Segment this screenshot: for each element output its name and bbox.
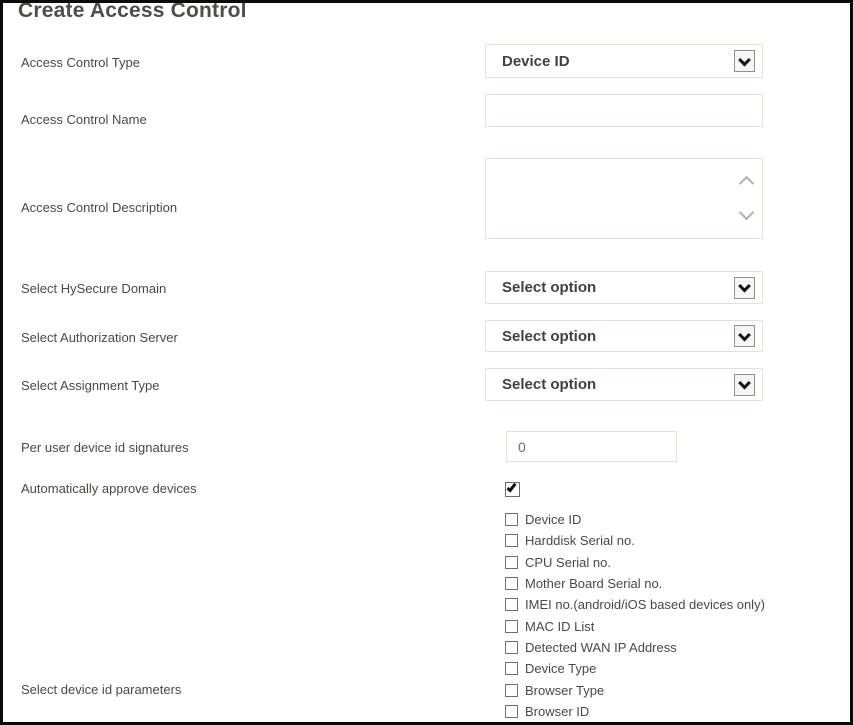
- hysecure-domain-select[interactable]: [485, 271, 763, 304]
- device-param-checkbox[interactable]: [505, 598, 518, 611]
- device-param-label: MAC ID List: [525, 618, 595, 634]
- assignment-type-selected-value: Select option: [502, 376, 597, 393]
- dropdown-arrow-button[interactable]: [734, 277, 755, 299]
- dropdown-arrow-button[interactable]: [734, 325, 755, 347]
- page-title: Create Access Control: [18, 0, 247, 22]
- list-item: [505, 509, 765, 530]
- dropdown-arrow-button[interactable]: [734, 50, 755, 72]
- chevron-down-icon: [738, 377, 751, 390]
- scroll-up-icon[interactable]: [739, 176, 755, 192]
- device-param-checkbox[interactable]: [505, 577, 518, 590]
- device-param-checkbox[interactable]: [505, 513, 518, 526]
- per-user-signatures-input[interactable]: [506, 431, 677, 462]
- device-param-label: CPU Serial no.: [525, 554, 611, 570]
- hysecure-domain-selected-value: Select option: [502, 279, 597, 296]
- list-item: [505, 658, 765, 679]
- label-auto-approve-devices: Automatically approve devices: [21, 481, 197, 496]
- list-item: [505, 615, 765, 636]
- device-param-label: IMEI no.(android/iOS based devices only): [525, 597, 765, 613]
- device-id-parameters-list: [505, 509, 765, 722]
- access-control-type-select[interactable]: [485, 44, 763, 78]
- label-access-control-name: Access Control Name: [21, 112, 147, 127]
- access-control-type-selected-value: Device ID: [502, 52, 570, 70]
- device-param-checkbox[interactable]: [505, 641, 518, 654]
- device-param-label: Browser Type: [525, 682, 605, 698]
- chevron-down-icon: [738, 328, 751, 341]
- device-param-checkbox[interactable]: [505, 534, 518, 547]
- access-control-name-input[interactable]: [485, 94, 763, 127]
- list-item: [505, 701, 765, 722]
- list-item: [505, 530, 765, 551]
- label-device-id-parameters: Select device id parameters: [21, 682, 182, 697]
- authorization-server-selected-value: Select option: [502, 327, 597, 345]
- list-item: [505, 594, 765, 615]
- access-control-description-textarea[interactable]: [485, 158, 763, 239]
- auto-approve-checkbox[interactable]: [505, 482, 520, 497]
- list-item: [505, 573, 765, 594]
- list-item: [505, 679, 765, 700]
- assignment-type-select[interactable]: [485, 368, 763, 401]
- label-per-user-signatures: Per user device id signatures: [21, 440, 189, 455]
- chevron-down-icon: [738, 280, 751, 293]
- list-item: [505, 637, 765, 658]
- device-param-label: Detected WAN IP Address: [525, 639, 677, 655]
- device-param-checkbox[interactable]: [505, 705, 518, 718]
- device-param-checkbox[interactable]: [505, 684, 518, 697]
- device-param-label: Mother Board Serial no.: [525, 576, 663, 592]
- device-param-checkbox[interactable]: [505, 620, 518, 633]
- scroll-down-icon[interactable]: [739, 205, 755, 221]
- authorization-server-select[interactable]: [485, 320, 763, 352]
- chevron-down-icon: [738, 53, 751, 66]
- label-access-control-description: Access Control Description: [21, 200, 178, 215]
- label-authorization-server: Select Authorization Server: [21, 330, 178, 345]
- device-param-label: Device ID: [525, 512, 582, 528]
- label-access-control-type: Access Control Type: [21, 55, 140, 70]
- list-item: [505, 552, 765, 573]
- device-param-checkbox[interactable]: [505, 662, 518, 675]
- checkmark-icon: [506, 482, 516, 493]
- device-param-label: Browser ID: [525, 703, 590, 719]
- device-param-label: Device Type: [525, 661, 597, 677]
- dropdown-arrow-button[interactable]: [734, 374, 755, 396]
- label-assignment-type: Select Assignment Type: [21, 378, 160, 393]
- device-param-checkbox[interactable]: [505, 556, 518, 569]
- device-param-label: Harddisk Serial no.: [525, 533, 635, 549]
- label-hysecure-domain: Select HySecure Domain: [21, 281, 167, 296]
